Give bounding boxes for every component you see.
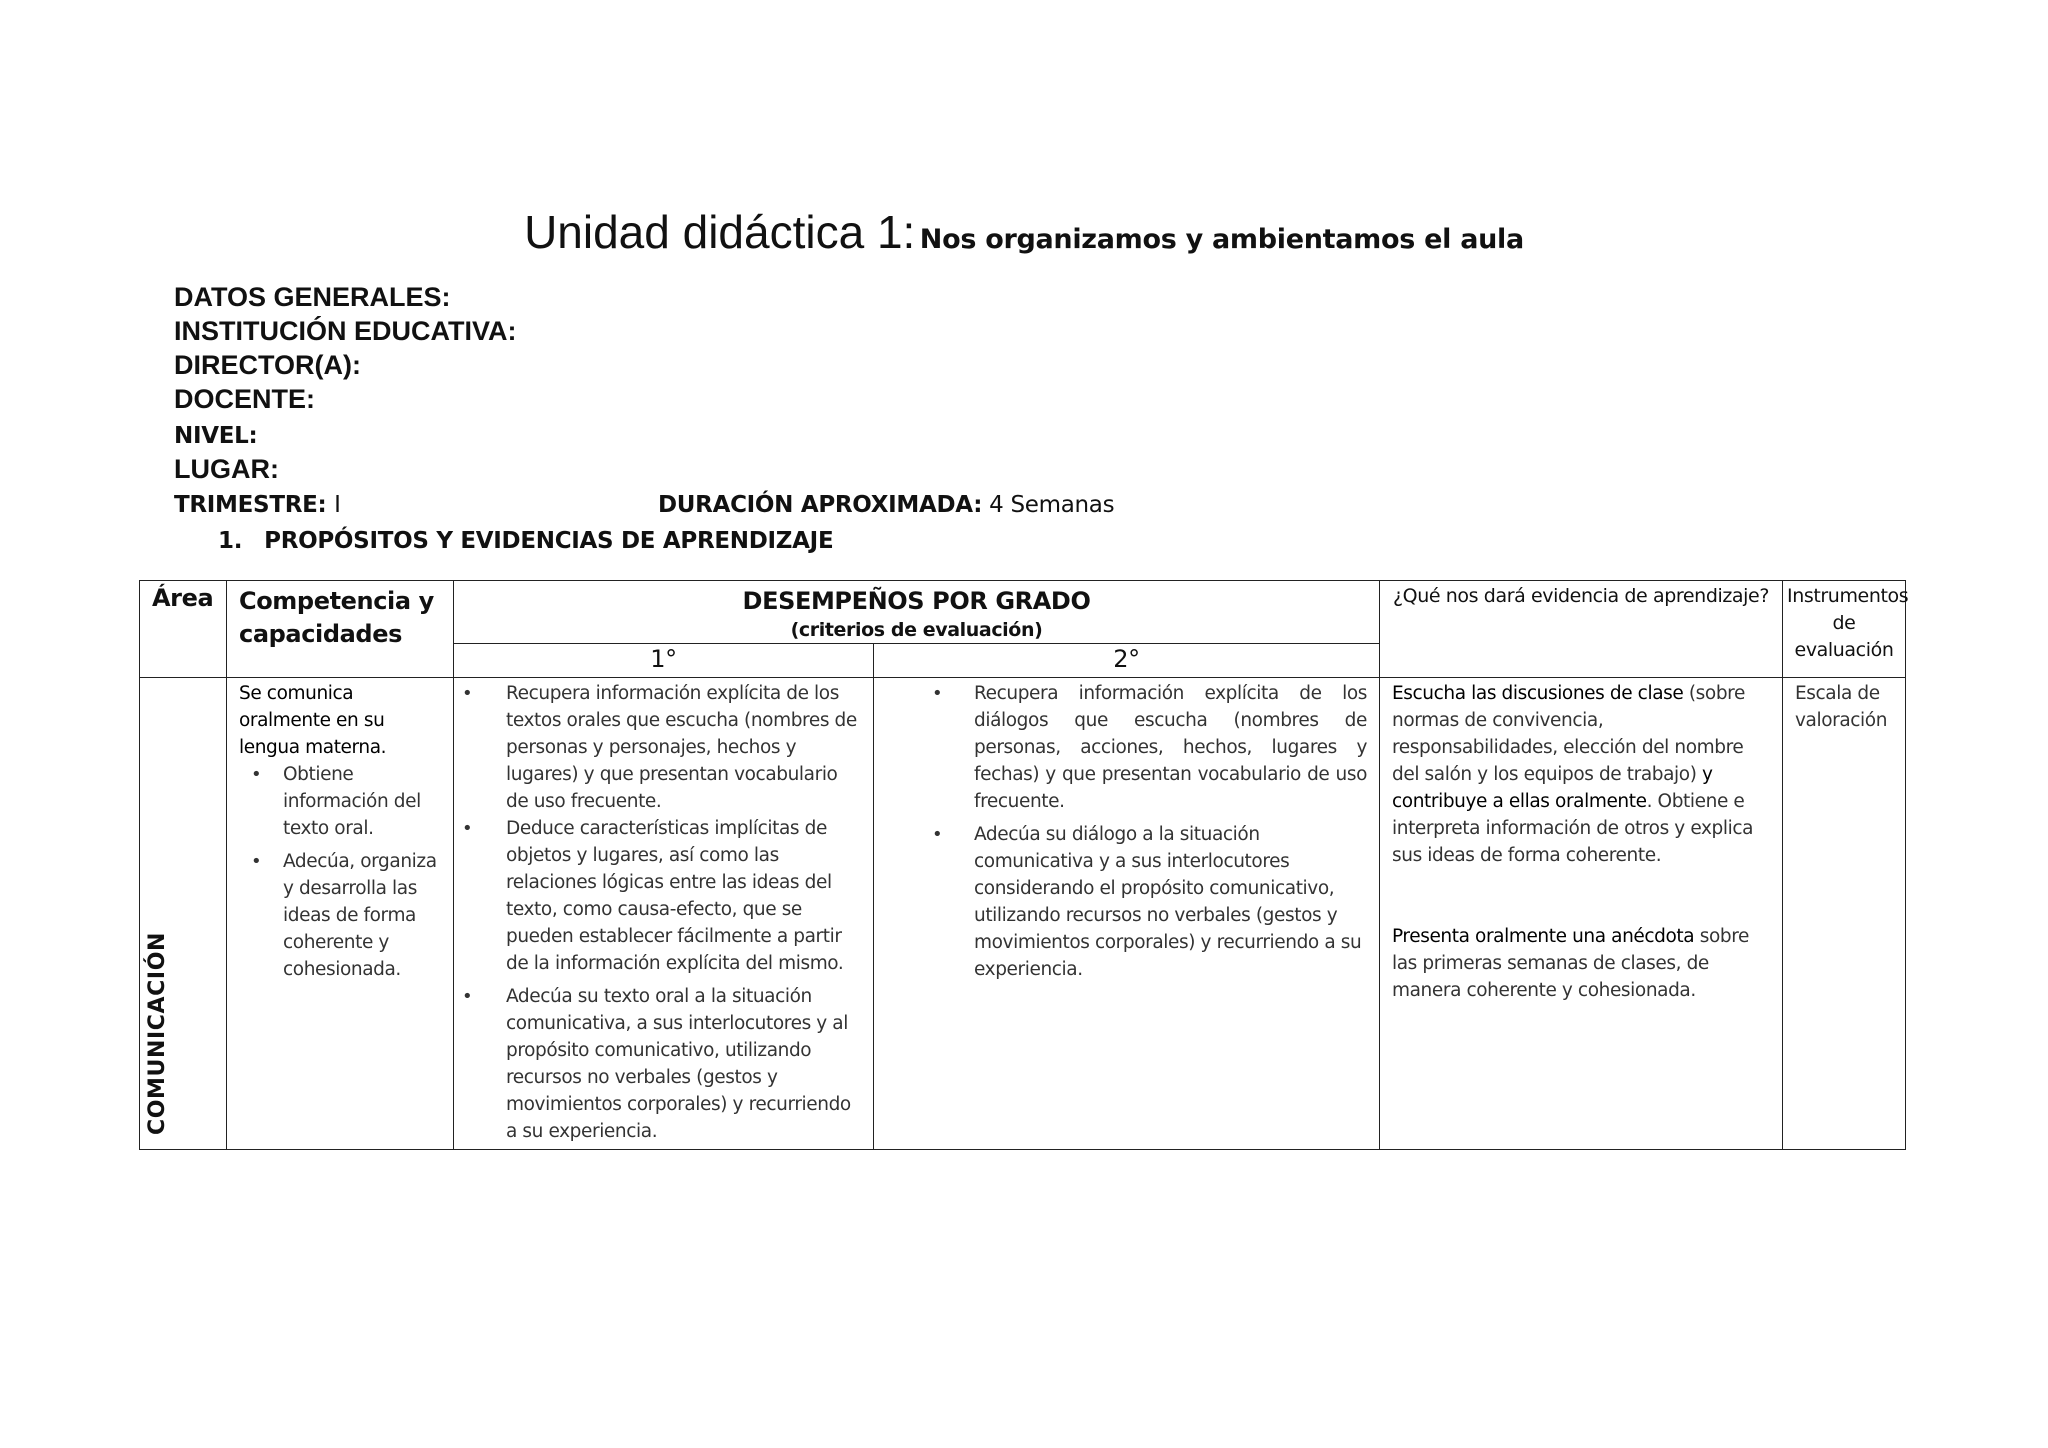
title-main: Unidad didáctica 1: xyxy=(524,206,916,258)
page-title xyxy=(0,205,2048,259)
director-label: DIRECTOR(A): xyxy=(174,350,361,380)
evidencia-1: Escucha las discusiones de clase (sobre normas de convivencia, responsabilidades, elección del nombre del salón y los equipos de trabajo) y contribuye a ellas oralmente. Obtiene e interpreta información de otros y explica sus ideas de forma coherente. xyxy=(1392,683,1754,866)
list-item: • Deduce características implícitas de objetos y lugares, así como las relaciones lógicas entre las ideas del texto, como causa-efecto, que se pueden establecer fácilmente a partir de la información explícita del mismo. xyxy=(454,815,863,977)
list-item: • Adecúa, organiza y desarrolla las ideas de forma coherente y cohesionada. xyxy=(239,848,447,983)
bullet-icon: • xyxy=(932,683,943,704)
header-grade-2: 2° xyxy=(874,644,1380,678)
competencia-text: Se comunica oralmente en su lengua materna. xyxy=(239,683,387,758)
header-competencia: Competencia y capacidades xyxy=(227,581,454,678)
learning-table xyxy=(139,580,1909,1150)
docente-label: DOCENTE: xyxy=(174,384,315,414)
list-item: • Recupera información explícita de los textos orales que escucha (nombres de personas y personajes, hechos y lugares) y que presentan vocabulario de uso frecuente. xyxy=(454,680,863,815)
duracion-row xyxy=(658,492,1114,518)
grade1-cell xyxy=(454,678,874,1150)
evidencia-2: Presenta oralmente una anécdota sobre las primeras semanas de clases, de manera coherente y cohesionada. xyxy=(1392,926,1749,1001)
bullet-icon: • xyxy=(251,764,262,785)
area-label: COMUNICACIÓN xyxy=(145,931,170,1135)
trimestre-value: I xyxy=(334,492,341,518)
title-sub: Nos organizamos y ambientamos el aula xyxy=(919,224,1524,255)
list-item: • Recupera información explícita de los diálogos que escucha (nombres de personas, acciones, hechos, lugares y fechas) y que presentan vocabulario de uso frecuente. xyxy=(874,680,1367,815)
trimestre-row xyxy=(174,492,341,518)
nivel-label: NIVEL: xyxy=(174,423,258,449)
bullet-icon: • xyxy=(462,818,473,839)
bullet-icon: • xyxy=(462,986,473,1007)
header-evidencia: ¿Qué nos dará evidencia de aprendizaje? xyxy=(1380,581,1783,678)
section-number: 1. xyxy=(218,528,243,554)
list-item: • Obtiene información del texto oral. xyxy=(239,761,447,842)
section-heading xyxy=(218,528,833,554)
header-instrumentos: Instrumentos de evaluación xyxy=(1783,581,1906,678)
institucion-label: INSTITUCIÓN EDUCATIVA: xyxy=(174,316,517,346)
list-item: • Adecúa su texto oral a la situación comunicativa, a sus interlocutores y al propósito comunicativo, utilizando recursos no verbales (gestos y movimientos corporales) y recurriendo a su experiencia. xyxy=(454,983,863,1145)
bullet-icon: • xyxy=(251,851,262,872)
header-criterios: (criterios de evaluación) xyxy=(790,619,1043,641)
grade2-cell xyxy=(874,678,1380,1150)
duracion-label: DURACIÓN APROXIMADA: xyxy=(658,492,983,518)
bullet-icon: • xyxy=(462,683,473,704)
grade2-list xyxy=(874,680,1367,983)
trimestre-label: TRIMESTRE: xyxy=(174,492,327,518)
bullet-icon: • xyxy=(932,824,943,845)
lugar-label: LUGAR: xyxy=(174,454,279,484)
area-cell xyxy=(140,678,227,1150)
instrumento-cell: Escala de valoración xyxy=(1783,678,1906,1150)
capacidades-list xyxy=(239,761,447,983)
datos-generales-label: DATOS GENERALES: xyxy=(174,282,451,312)
competencia-cell xyxy=(227,678,454,1150)
header-desempenos-title: DESEMPEÑOS POR GRADO xyxy=(742,587,1091,615)
evidencia-cell xyxy=(1380,678,1783,1150)
list-item: • Adecúa su diálogo a la situación comunicativa y a sus interlocutores considerando el propósito comunicativo, utilizando recursos no verbales (gestos y movimientos corporales) y recurriendo a su experiencia. xyxy=(874,821,1367,983)
header-grade-1: 1° xyxy=(454,644,874,678)
header-desempenos xyxy=(454,581,1380,644)
section-title: PROPÓSITOS Y EVIDENCIAS DE APRENDIZAJE xyxy=(264,528,834,554)
grade1-list xyxy=(454,680,863,1145)
header-area: Área xyxy=(140,581,227,678)
duracion-value: 4 Semanas xyxy=(989,492,1115,518)
